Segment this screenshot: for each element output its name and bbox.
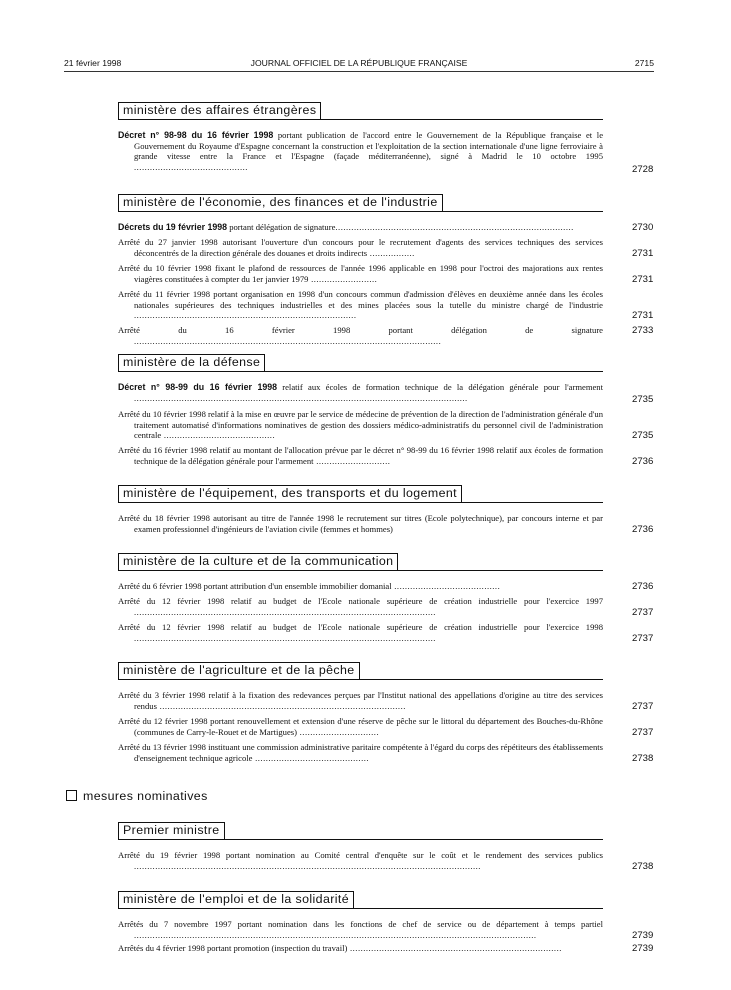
entry-page: 2737	[632, 633, 654, 644]
entry-page: 2736	[632, 581, 654, 592]
entry-page: 2737	[632, 727, 654, 738]
entry-bold: Décrets du 19 février 1998	[118, 222, 228, 232]
header-date: 21 février 1998	[64, 58, 122, 68]
entry-page: 2733	[632, 325, 654, 336]
entry-text: Arrêté du 16 février 1998 portant délégation de signature	[118, 325, 603, 335]
section-rule	[118, 908, 603, 909]
entry-bold: Décret n° 98-99 du 16 février 1998	[118, 382, 278, 392]
toc-entry: Arrêté du 12 février 1998 relatif au budget de l'Ecole nationale supérieure de création industrielle pour l'exercice 1998 ..................................................................................................................	[118, 622, 603, 643]
section-title: Premier ministre	[118, 822, 225, 840]
entry-page: 2736	[632, 524, 654, 535]
entry-text: Arrêté du 12 février 1998 relatif au budget de l'Ecole nationale supérieure de création industrielle pour l'exercice 1997	[118, 596, 603, 606]
entry-text: Arrêté du 18 février 1998 autorisant au titre de l'année 1998 le recrutement sur titres (Ecole polytechnique), par concours interne et par examen professionnel d'ingénieurs de l'aviation civile (femmes et hommes)	[118, 513, 603, 534]
entry-text: Arrêté du 13 février 1998 instituant une commission administrative paritaire compétente à l'égard du corps des répétiteurs des établissements d'enseignement technique agricole	[118, 742, 603, 763]
section-rule	[118, 371, 603, 372]
entry-page: 2738	[632, 753, 654, 764]
section-title: ministère de l'agriculture et de la pêche	[118, 662, 360, 680]
toc-entry: Arrêté du 10 février 1998 relatif à la mise en œuvre par le service de médecine de prévention de la direction de l'administration générale d'un traitement automatisé d'informations nominatives de gestion des dossiers médico-administratifs du personnel civil de l'administration centrale ..........................................	[118, 409, 603, 441]
entry-page: 2739	[632, 943, 654, 954]
entry-page: 2735	[632, 394, 654, 405]
toc-entry: Arrêtés du 7 novembre 1997 portant nomination dans les fonctions de chef de service ou de département à temps partiel ........................................................................................................................................................	[118, 919, 603, 940]
toc-entry: Arrêté du 16 février 1998 relatif au montant de l'allocation prévue par le décret n° 98-99 du 16 février 1998 relatif aux écoles de formation technique de la délégation générale pour l'armement ............................	[118, 445, 603, 466]
section-title: ministère de la culture et de la communication	[118, 553, 398, 571]
section-rule	[118, 839, 603, 840]
toc-entry: Arrêtés du 4 février 1998 portant promotion (inspection du travail) ................................................................................	[118, 943, 562, 953]
entry-bold: Décret n° 98-98 du 16 février 1998	[118, 130, 274, 140]
section-rule	[118, 570, 603, 571]
section-title: ministère de la défense	[118, 354, 265, 372]
entry-text: Arrêté du 12 février 1998 portant renouvellement et extension d'une réserve de pêche sur le littoral du département des Bouches-du-Rhône (communes de Carry-le-Rouet et de Martigues)	[118, 716, 603, 737]
entry-text: Arrêté du 16 février 1998 relatif au montant de l'allocation prévue par le décret n° 98-99 du 16 février 1998 relatif aux écoles de formation technique de la délégation générale pour l'armement	[118, 445, 603, 466]
entry-page: 2731	[632, 274, 654, 285]
toc-entry: Décrets du 19 février 1998 portant délégation de signature..........................................................................................	[118, 222, 574, 232]
entry-page: 2730	[632, 222, 654, 233]
header-page-number: 2715	[634, 58, 654, 68]
section-title: ministère de l'équipement, des transports et du logement	[118, 485, 462, 503]
entry-page: 2737	[632, 701, 654, 712]
entry-text: portant délégation de signature	[227, 222, 336, 232]
entry-text: Arrêtés du 7 novembre 1997 portant nomination dans les fonctions de chef de service ou de département à temps partiel	[118, 919, 603, 929]
entry-text: Arrêté du 3 février 1998 relatif à la fixation des redevances perçues par l'Institut national des appellations d'origine au titre des services rendus	[118, 690, 603, 711]
section-rule	[118, 679, 603, 680]
entry-page: 2739	[632, 930, 654, 941]
toc-entry: Décret n° 98-99 du 16 février 1998 relatif aux écoles de formation technique de la délégation générale pour l'armement ..............................................................................................................................	[118, 382, 603, 403]
entry-page: 2738	[632, 861, 654, 872]
entry-page: 2736	[632, 456, 654, 467]
toc-entry: Arrêté du 12 février 1998 portant renouvellement et extension d'une réserve de pêche sur le littoral du département des Bouches-du-Rhône (communes de Carry-le-Rouet et de Martigues) ..............................	[118, 716, 603, 737]
toc-entry: Arrêté du 16 février 1998 portant délégation de signature ....................................................................................................................	[118, 325, 603, 346]
toc-entry: Arrêté du 12 février 1998 relatif au budget de l'Ecole nationale supérieure de création industrielle pour l'exercice 1997 ..................................................................................................................	[118, 596, 603, 617]
section-title: ministère de l'économie, des finances et de l'industrie	[118, 194, 443, 212]
toc-entry	[118, 513, 603, 534]
entry-text: portant publication de l'accord entre le Gouvernement de la République française et le Gouvernement du Royaume d'Espagne concernant la construction et l'exploitation de la section internationale d'une ligne ferroviaire à grande vitesse entre la France et l'Espagne (façade méditerranéenne), signé à Madrid le 10 octobre 1995	[134, 130, 603, 162]
entry-text: Arrêté du 11 février 1998 portant organisation en 1998 d'un concours commun d'admission d'élèves en deuxième année dans les écoles nationales supérieures des techniques industrielles et des mines placées sous la tutelle du ministre chargé de l'industrie	[118, 289, 603, 310]
toc-entry: Arrêté du 3 février 1998 relatif à la fixation des redevances perçues par l'Institut national des appellations d'origine au titre des services rendus .............................................................................................	[118, 690, 603, 711]
entry-text: Arrêté du 10 février 1998 fixant le plafond de ressources de l'année 1996 applicable en 1998 pour l'octroi des majorations aux rentes viagères constituées à compter du 1er janvier 1979	[118, 263, 603, 284]
section-title: ministère des affaires étrangères	[118, 102, 321, 120]
toc-entry: Arrêté du 6 février 1998 portant attribution d'un ensemble immobilier domanial ........................................	[118, 581, 501, 591]
entry-page: 2737	[632, 607, 654, 618]
entry-page: 2731	[632, 248, 654, 259]
section-rule	[118, 211, 603, 212]
toc-entry: Décret n° 98-98 du 16 février 1998 portant publication de l'accord entre le Gouvernement de la République française et le Gouvernement du Royaume d'Espagne concernant la construction et l'exploitation de la section internationale d'une ligne ferroviaire à grande vitesse entre la France et l'Espagne (façade méditerranéenne), signé à Madrid le 10 octobre 1995 ...........................................	[118, 130, 603, 170]
entry-text: Arrêté du 10 février 1998 relatif à la mise en œuvre par le service de médecine de prévention de la direction de l'administration générale d'un traitement automatisé d'informations nominatives de gestion des dossiers médico-administratifs du personnel civil de l'administration centrale	[118, 409, 603, 441]
entry-text: Arrêtés du 4 février 1998 portant promotion (inspection du travail)	[118, 943, 348, 953]
mesures-nominatives-heading	[66, 789, 208, 803]
header-journal-title: JOURNAL OFFICIEL DE LA RÉPUBLIQUE FRANÇAISE	[250, 58, 468, 68]
toc-entry: Arrêté du 27 janvier 1998 autorisant l'ouverture d'un concours pour le recrutement d'agents des services techniques des services déconcentrés de la direction générale des douanes et droits indirects .................	[118, 237, 603, 258]
entry-text: Arrêté du 6 février 1998 portant attribution d'un ensemble immobilier domanial	[118, 581, 392, 591]
entry-text: relatif aux écoles de formation technique de la délégation générale pour l'armement	[277, 382, 603, 392]
section-title: ministère de l'emploi et de la solidarité	[118, 891, 354, 909]
section-rule	[118, 119, 603, 120]
entry-page: 2728	[632, 164, 654, 175]
entry-page: 2735	[632, 430, 654, 441]
toc-entry: Arrêté du 19 février 1998 portant nomination au Comité central d'enquête sur le coût et le rendement des services publics ...................................................................................................................................	[118, 850, 603, 871]
header-rule	[64, 71, 654, 72]
entry-text: Arrêté du 12 février 1998 relatif au budget de l'Ecole nationale supérieure de création industrielle pour l'exercice 1998	[118, 622, 603, 632]
section-rule	[118, 502, 603, 503]
checkbox-square-icon	[66, 790, 77, 801]
toc-entry: Arrêté du 13 février 1998 instituant une commission administrative paritaire compétente à l'égard du corps des répétiteurs des établissements d'enseignement technique agricole ...........................................	[118, 742, 603, 763]
toc-entry: Arrêté du 10 février 1998 fixant le plafond de ressources de l'année 1996 applicable en 1998 pour l'octroi des majorations aux rentes viagères constituées à compter du 1er janvier 1979 .........................	[118, 263, 603, 284]
mesures-nominatives-label: mesures nominatives	[83, 789, 208, 803]
entry-page: 2731	[632, 310, 654, 321]
running-header	[64, 58, 654, 70]
toc-entry: Arrêté du 11 février 1998 portant organisation en 1998 d'un concours commun d'admission d'élèves en deuxième année dans les écoles nationales supérieures des techniques industrielles et des mines placées sous la tutelle du ministre chargé de l'industrie ....................................................................................	[118, 289, 603, 321]
entry-text: Arrêté du 19 février 1998 portant nomination au Comité central d'enquête sur le coût et le rendement des services publics	[118, 850, 603, 860]
entry-text: Arrêté du 27 janvier 1998 autorisant l'ouverture d'un concours pour le recrutement d'agents des services techniques des services déconcentrés de la direction générale des douanes et droits indirects	[118, 237, 603, 258]
